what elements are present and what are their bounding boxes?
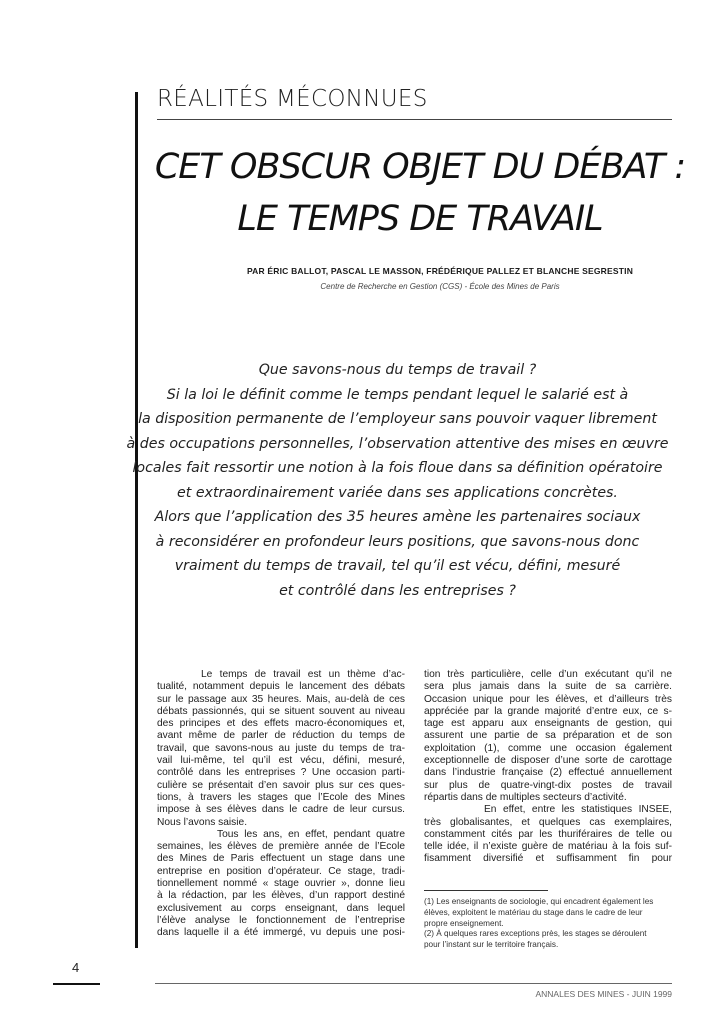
body-line: tualité, notamment depuis le lancement des débats [157, 681, 405, 693]
footnote-line: (2) À quelques rares exceptions près, les stages se déroulent [424, 929, 647, 939]
lead-line: locales fait ressortir une notion à la fois floue dans sa définition opératoire [132, 460, 663, 476]
body-line: En effet, entre les statistiques INSEE, [484, 804, 672, 816]
footnote-line: élèves, exploitent le matériau du stage dans le cadre de leur [424, 907, 643, 917]
body-column-1 [157, 669, 405, 940]
body-line: l’élève analyse le fonctionnement de l’entreprise [157, 914, 405, 926]
body-line: sur le passage aux 35 heures. Mais, au-delà de ces [157, 693, 405, 705]
body-line: vail lui-même, tel qu’il est vécu, défini, mesuré, [157, 755, 405, 767]
lead-line: la disposition permanente de l’employeur sans pouvoir vaquer librement [138, 411, 657, 427]
body-line: telle idée, il n’existe guère de matériau à la fois suf- [424, 841, 672, 853]
body-line: appréciée par la grande majorité d’entre eux, ce s- [424, 705, 672, 717]
lead-paragraph [120, 358, 675, 603]
affiliation: Centre de Recherche en Gestion (CGS) - École des Mines de Paris [320, 282, 560, 291]
body-line: à la rédaction, par les élèves, d’un rapport destiné [157, 890, 405, 902]
lead-line: à reconsidérer en profondeur leurs positions, que savons-nous donc [155, 533, 640, 550]
body-line: impose à ses élèves dans le cadre de leur cursus. [157, 804, 405, 816]
body-line: culière se présentait d’en savoir plus sur ces ques- [157, 779, 405, 791]
body-line: fisamment diversifié et suffisamment fin pour [424, 853, 672, 865]
section-heading: RÉALITÉS MÉCONNUES [157, 86, 428, 112]
lead-line: Si la loi le définit comme le temps pendant lequel le salarié est à [166, 386, 629, 403]
lead-line: vraiment du temps de travail, tel qu’il est vécu, défini, mesuré [174, 558, 621, 574]
body-line: constamment cités par les thuriféraires de telle ou [424, 828, 672, 840]
body-line: sera plus jamais dans la suite de sa carrière. [424, 681, 672, 693]
lead-line: Que savons-nous du temps de travail ? [258, 362, 537, 378]
body-line: dans laquelle il a été immergé, vu depuis une posi- [157, 927, 405, 939]
lead-line: Alors que l’application des 35 heures amène les partenaires sociaux [154, 509, 641, 525]
footnote-divider [424, 890, 548, 891]
body-line: tionnellement nommé « stage ouvrier », donne lieu [157, 878, 405, 890]
body-line: Occasion unique pour les élèves, et d’ailleurs très [424, 693, 672, 705]
body-line: débats passionnés, qui se situent souvent au niveau [157, 705, 405, 717]
article-title-line-1: CET OBSCUR OBJET DU DÉBAT : [154, 147, 686, 187]
body-line: des Mines de Paris effectuent un stage dans une [157, 853, 405, 865]
body-line: tion très particulière, celle d’un exécutant qu’il ne [424, 669, 672, 680]
body-line: sur plus de quatre-vingt-dix postes de travail [424, 779, 672, 791]
lead-line: et contrôlé dans les entreprises ? [279, 582, 516, 599]
page-number: 4 [72, 960, 80, 975]
footer-rule [155, 983, 672, 984]
body-line: Le temps de travail est un thème d’ac- [201, 669, 405, 680]
lead-line: et extraordinairement variée dans ses applications concrètes. [177, 484, 618, 501]
body-line: répartis dans de multiples secteurs d’activité. [424, 791, 627, 803]
body-line: exclusivement au corps enseignant, dans lequel [157, 902, 405, 914]
body-line: travail, que savons-nous au juste du temps de tra- [157, 742, 405, 754]
footnote-line: propre enseignement. [424, 918, 504, 928]
body-line: Nous l’avons saisie. [157, 816, 248, 828]
lead-line: à des occupations personnelles, l’observation attentive des mises en œuvre [126, 435, 669, 452]
body-line: tage est apparu aux enseignants de gestion, qui [424, 718, 672, 730]
section-divider [157, 119, 672, 120]
body-line: exceptionnelle de disposer d’une sorte de carottage [424, 755, 672, 767]
journal-footer: ANNALES DES MINES - JUIN 1999 [535, 989, 672, 999]
page-number-rule [53, 983, 100, 985]
footnote-line: pour l’instant sur le territoire français. [424, 940, 559, 950]
body-line: exploitation (1), comme une occasion également [424, 742, 672, 754]
body-line: Tous les ans, en effet, pendant quatre [217, 828, 405, 840]
body-line: tions, à travers les stages que l’École des Mines [157, 791, 405, 803]
article-title-line-2: LE TEMPS DE TRAVAIL [237, 199, 603, 239]
body-line: très globalisantes, et quelques cas exemplaires, [424, 816, 672, 828]
body-line: contrôlé dans les entreprises ? Une occasion parti- [157, 767, 405, 779]
body-line: dans l’industrie française (2) effectué annuellement [424, 767, 672, 779]
body-line: avant même de parler de réduction du temps de [157, 730, 405, 742]
body-line: entreprise en position d’opérateur. Ce stage, tradi- [157, 865, 405, 877]
body-column-2 [424, 669, 672, 866]
footnote-line: (1) Les enseignants de sociologie, qui encadrent également les [424, 897, 654, 906]
body-line: assurent une partie de sa préparation et de son [424, 730, 672, 742]
authors: PAR ÉRIC BALLOT, PASCAL LE MASSON, FRÉDÉRIQUE PALLEZ ET BLANCHE SEGRESTIN [246, 266, 634, 276]
body-line: des principes et des effets macro-économiques et, [157, 718, 405, 730]
body-line: semaines, les élèves de première année de l’École [157, 841, 405, 853]
footnotes [424, 897, 674, 951]
